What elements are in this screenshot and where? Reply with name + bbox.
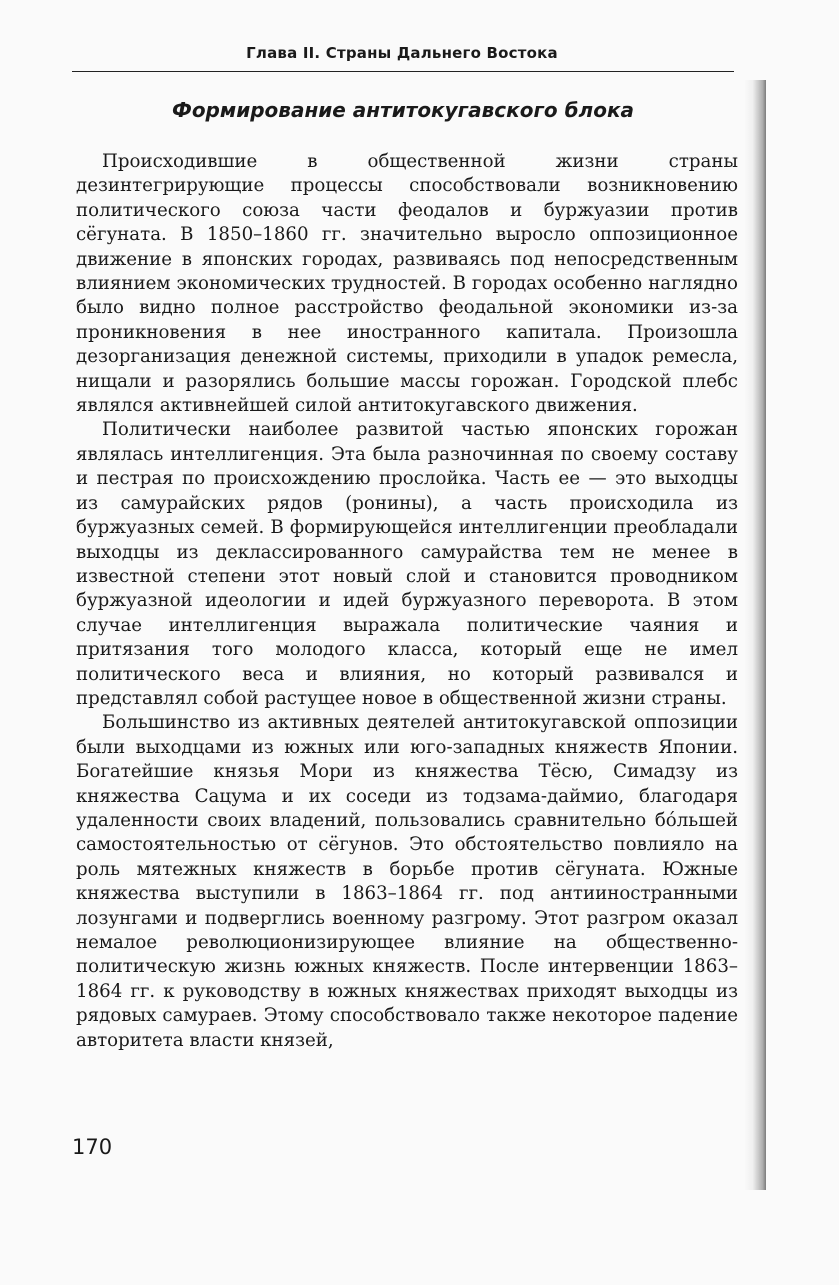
paragraph: Политически наиболее развитой частью японских горожан являлась интеллигенция. Эта была разночинная по своему составу и пестрая по происхождению прослойка. Часть ее — это выходцы из самурайских рядов (ронины), а часть происходила из буржуазных семей. В формирующейся интеллигенции преобладали выходцы из деклассированного самурайства тем не менее в известной степени этот новый слой и становится проводником буржуазной идеологии и идей буржуазного переворота. В этом случае интеллигенция выражала политические чаяния и притязания того молодого класса, который еще не имел политического веса и влияния, но который развивался и представлял собой растущее новое в общественной жизни страны.: [76, 419, 738, 709]
header-divider: [72, 71, 734, 72]
page-number: 170: [72, 1135, 113, 1159]
running-header: Глава II. Страны Дальнего Востока: [246, 44, 558, 62]
paragraph: Большинство из активных деятелей антитокугавской оппозиции были выходцами из южных или юго-западных княжеств Японии. Богатейшие князья Мори из княжества Тёсю, Симадзу из княжества Сацума и их соседи из тодзама-даймио, благодаря удаленности своих владений, пользовались сравнительно бóльшей самостоятельностью от сёгунов. Это обстоятельство повлияло на роль мятежных княжеств в борьбе против сёгуната. Южные княжества выступили в 1863–1864 гг. под антииностранными лозунгами и подверглись военному разгрому. Этот разгром оказал немалое революционизирующее влияние на общественно-политическую жизнь южных княжеств. После интервенции 1863–1864 гг. к руководству в южных княжествах приходят выходцы из рядовых самураев. Этому способствовало также некоторое падение авторитета власти князей,: [76, 712, 738, 1051]
section-title: Формирование антитокугавского блока: [171, 98, 635, 122]
body-text: [76, 150, 738, 1053]
paragraph: Происходившие в общественной жизни страны дезинтегрирующие процессы способствовали возникновению политического союза части феодалов и буржуазии против сёгуната. В 1850–1860 гг. значительно выросло оппозиционное движение в японских городах, развиваясь под непосредственным влиянием экономических трудностей. В городах особенно наглядно было видно полное расстройство феодальной экономики из-за проникновения в нее иностранного капитала. Произошла дезорганизация денежной системы, приходили в упадок ремесла, нищали и разорялись большие массы горожан. Городской плебс являлся активнейшей силой антитокугавского движения.: [76, 151, 738, 417]
binding-edge-shadow: [744, 80, 766, 1190]
